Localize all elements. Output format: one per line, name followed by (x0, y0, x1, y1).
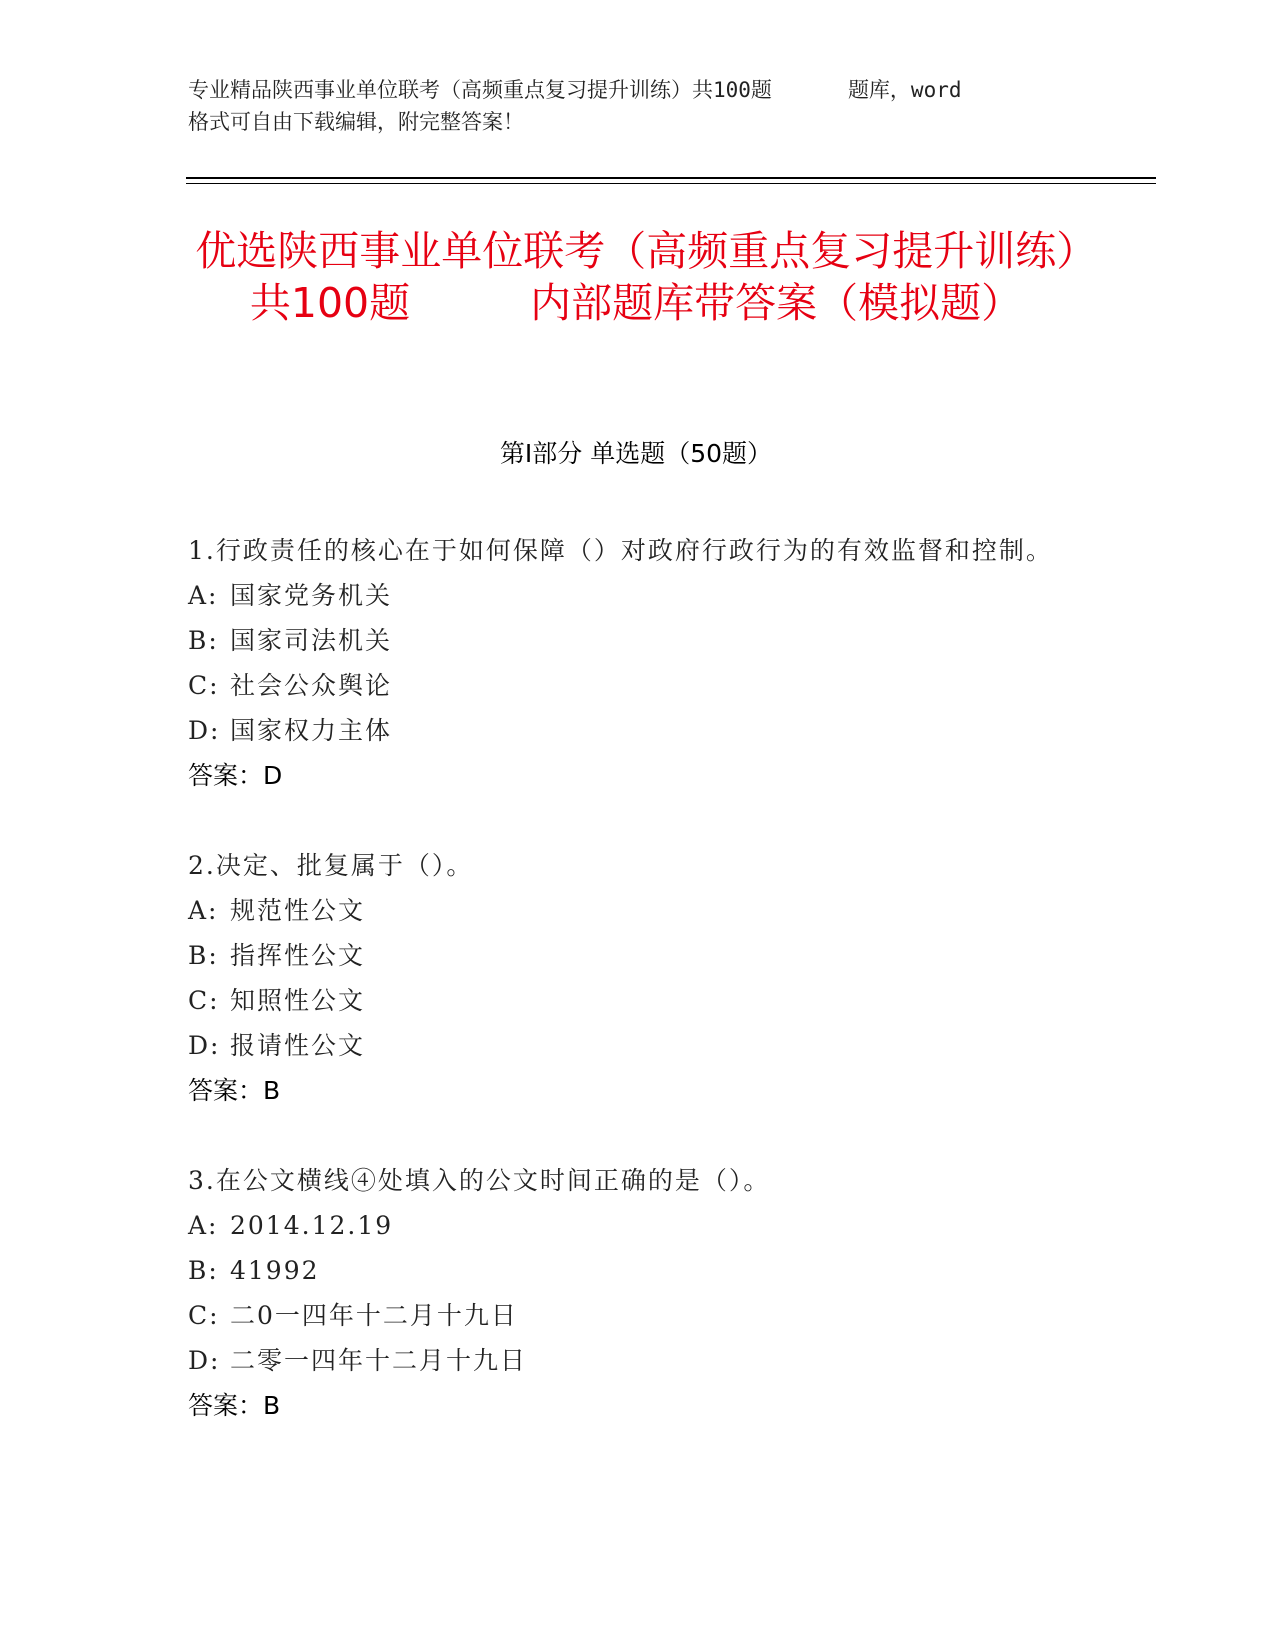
option-c (188, 663, 1068, 708)
answer-line: 答案：B (188, 1391, 281, 1420)
option-c (188, 978, 1068, 1023)
option-text: 知照性公文 (230, 986, 366, 1015)
option-b (188, 1248, 1068, 1293)
section-heading: 第Ⅰ部分 单选题（50题） (499, 439, 773, 468)
option-c (188, 1293, 1068, 1338)
option-a (188, 573, 1068, 618)
header-line2: 格式可自由下载编辑，附完整答案！ (188, 110, 524, 134)
header-divider-thin (186, 183, 1156, 184)
option-text: 指挥性公文 (230, 941, 366, 970)
option-d (188, 708, 1068, 753)
title-part1: 优选陕西事业单位联考（高频重点复习提升训练）共100题 (195, 227, 1077, 327)
option-key: D: (188, 1031, 221, 1060)
question-stem: 3.在公文横线④处填入的公文时间正确的是（）。 (188, 1166, 771, 1195)
option-key: A: (188, 581, 219, 610)
option-a (188, 1203, 1068, 1248)
header-divider-thick (186, 177, 1156, 179)
question-stem: 2.决定、批复属于（）。 (188, 851, 474, 880)
option-text: 2014.12.19 (230, 1211, 394, 1240)
option-key: C: (188, 986, 220, 1015)
option-text: 41992 (230, 1256, 320, 1285)
option-key: B: (188, 941, 219, 970)
question-2 (188, 843, 1068, 1113)
option-key: C: (188, 1301, 220, 1330)
option-b (188, 618, 1068, 663)
question-stem: 1.行政责任的核心在于如何保障（）对政府行政行为的有效监督和控制。 (188, 536, 1053, 565)
option-b (188, 933, 1068, 978)
header-line1-right: 题库，word (847, 78, 962, 102)
option-text: 社会公众舆论 (230, 671, 393, 700)
question-1 (188, 528, 1068, 798)
option-text: 国家司法机关 (230, 626, 393, 655)
answer-line: 答案：D (188, 761, 283, 790)
option-key: B: (188, 626, 219, 655)
option-text: 规范性公文 (230, 896, 366, 925)
option-text: 国家权力主体 (230, 716, 393, 745)
option-key: A: (188, 896, 219, 925)
option-key: B: (188, 1256, 219, 1285)
option-a (188, 888, 1068, 933)
page-header (188, 74, 1088, 138)
answer-line: 答案：B (188, 1076, 281, 1105)
option-text: 二0一四年十二月十九日 (230, 1301, 518, 1330)
option-key: A: (188, 1211, 219, 1240)
option-text: 报请性公文 (230, 1031, 366, 1060)
header-line1-left: 专业精品陕西事业单位联考（高频重点复习提升训练）共100题 (188, 78, 772, 102)
option-key: D: (188, 1346, 221, 1375)
option-key: D: (188, 716, 221, 745)
option-text: 二零一四年十二月十九日 (230, 1346, 528, 1375)
question-3 (188, 1158, 1068, 1428)
document-title (186, 225, 1086, 329)
title-part2: 内部题库带答案（模拟题） (530, 279, 1023, 327)
option-d (188, 1023, 1068, 1068)
option-d (188, 1338, 1068, 1383)
option-text: 国家党务机关 (230, 581, 393, 610)
question-list (188, 528, 1068, 1473)
option-key: C: (188, 671, 220, 700)
